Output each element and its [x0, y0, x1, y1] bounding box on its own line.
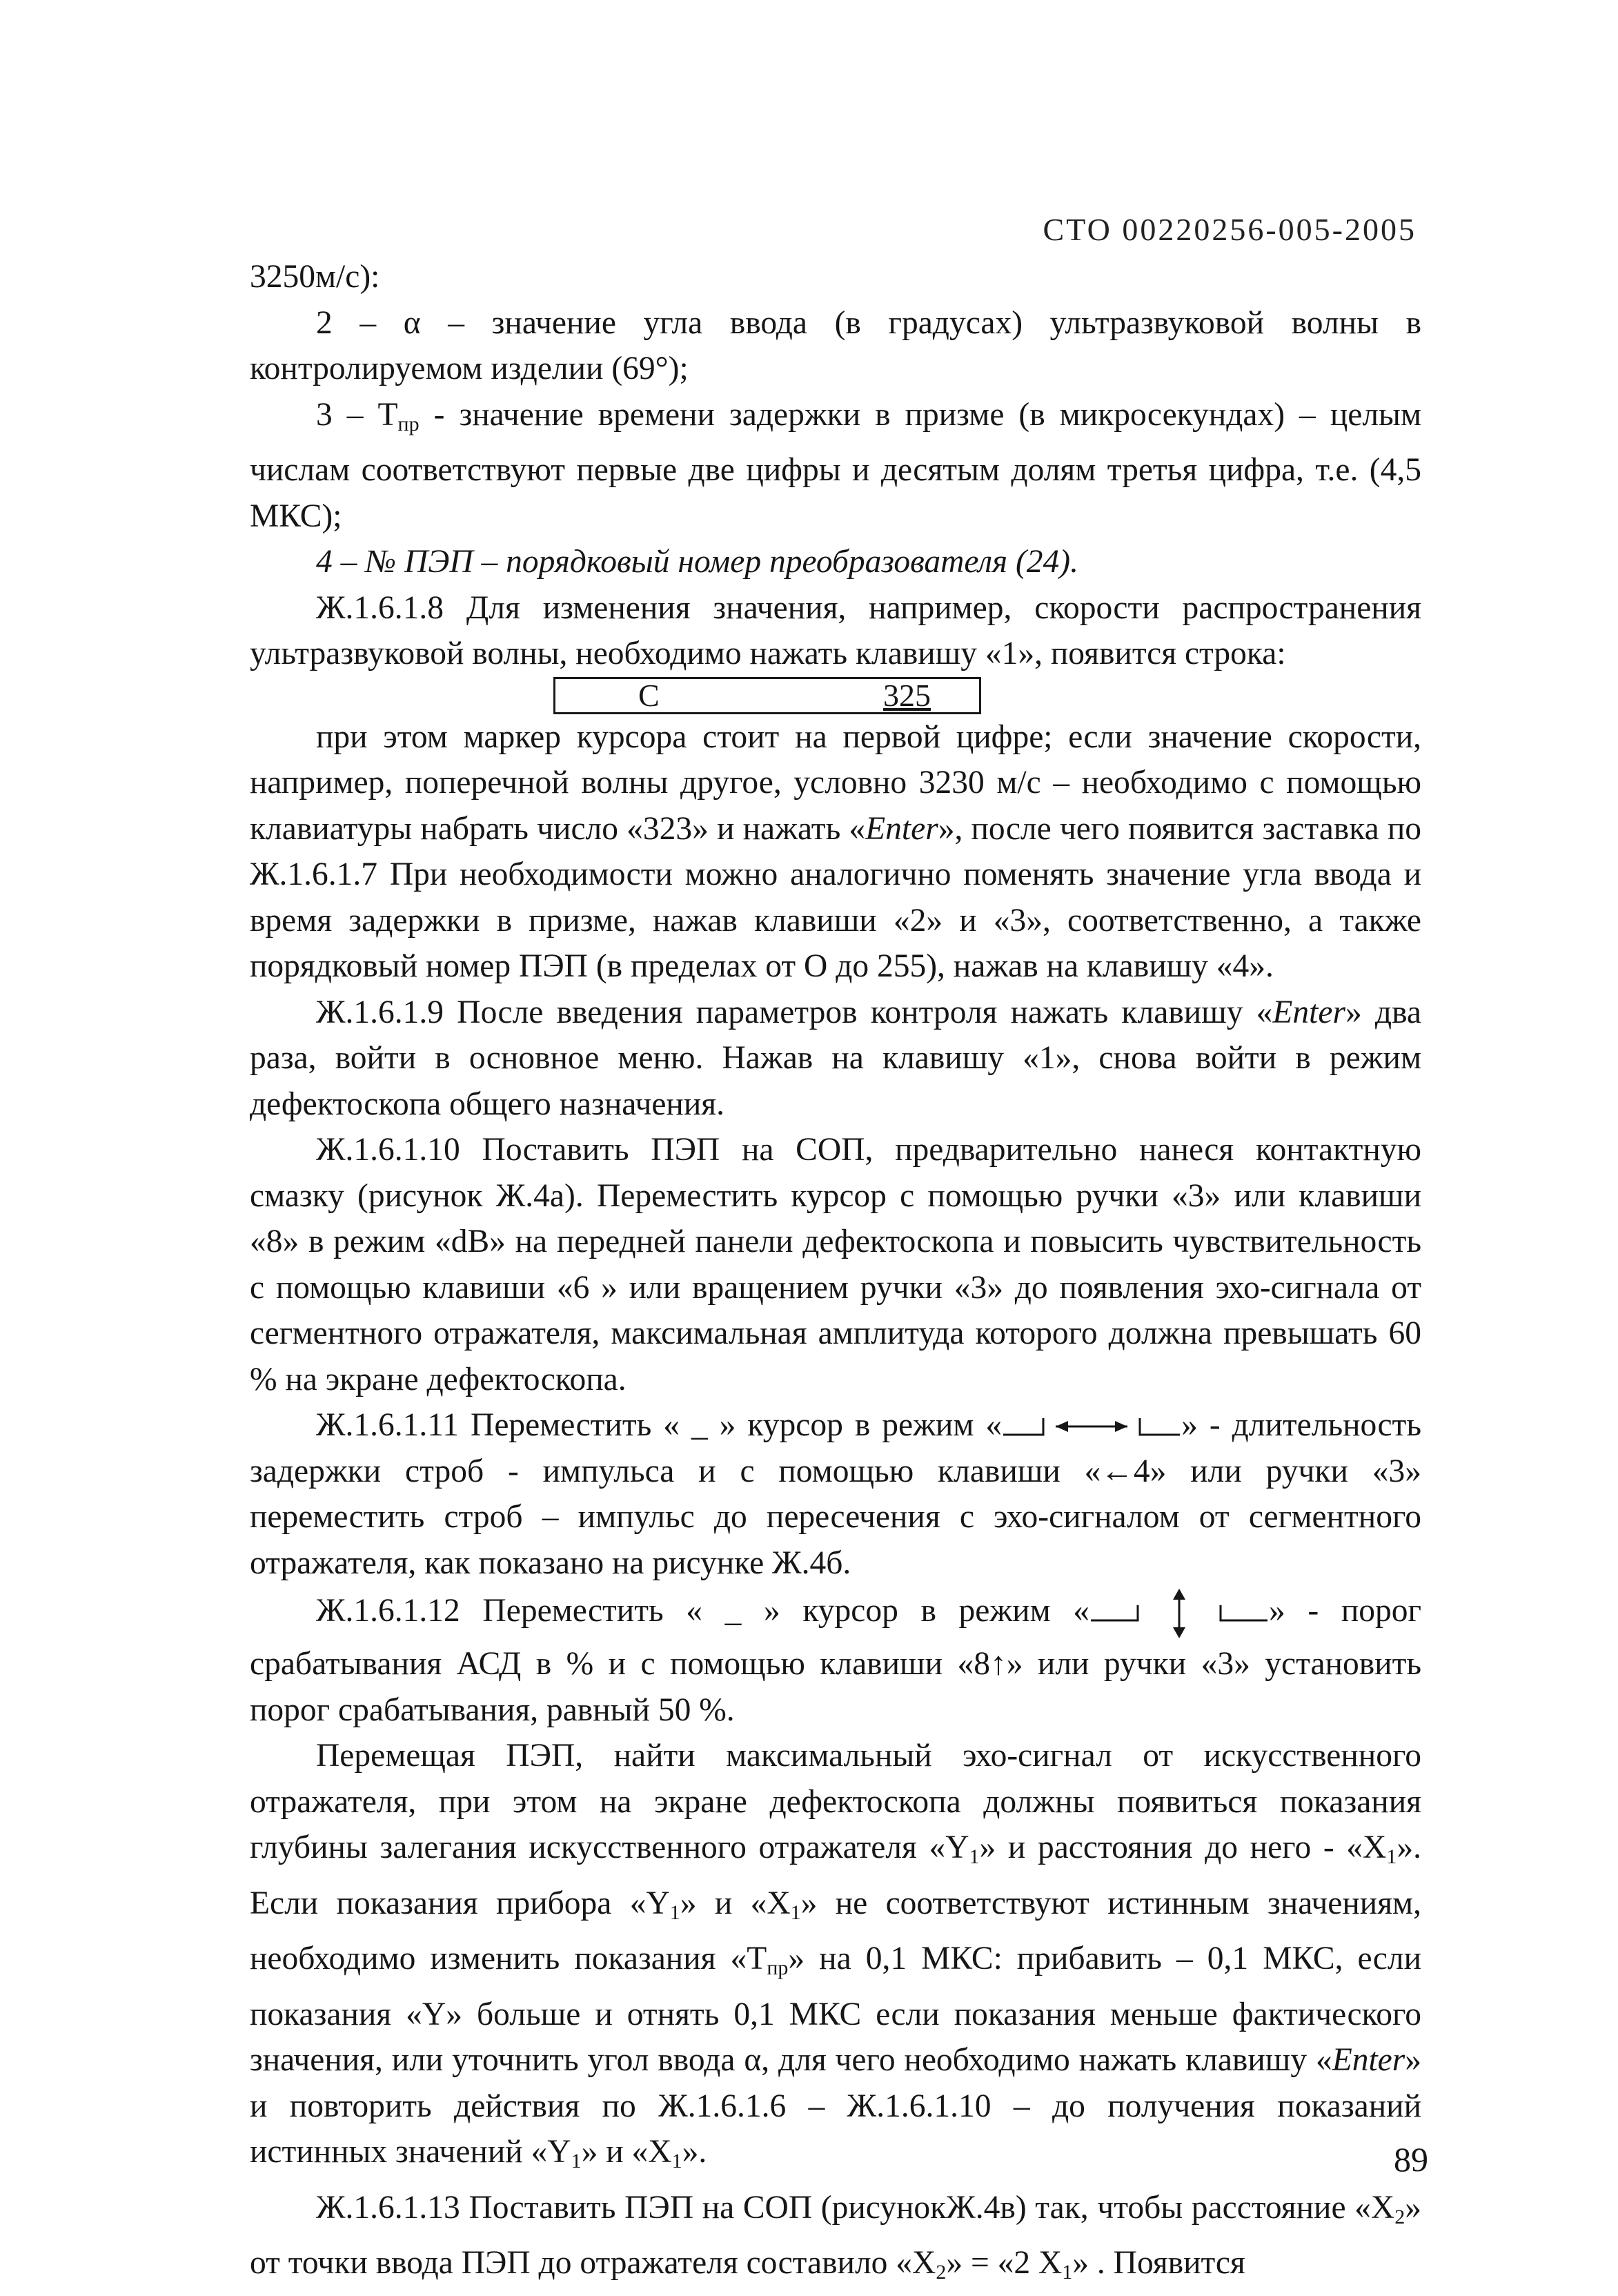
document-code: СТО 00220256-005-2005: [1043, 212, 1417, 247]
paragraph-moving-transducer: Перемещая ПЭП, найти максимальный эхо-сигнал от искусственного отражателя, при этом на экране дефектоскопа должны появиться показания глубины залегания искусственного отражателя «$Y_1$» и расстояния до него - «$X_1$». Если показания прибора «$Y_1$» и «$X_1$» не соответствуют истинным значениям, необходимо изменить показания «$Т_{пр}$» на 0,1 МКС: прибавить – 0,1 МКС, если показания «Y» больше и отнять 0,1 МКС если показания меньше фактического значения, или уточнить угол ввода α, для чего необходимо нажать клавишу «Enter» и повторить действия по Ж.1.6.1.6 – Ж.1.6.1.10 – до получения показаний истинных значений «$Y_1$» и «$X_1$».: [250, 1738, 1421, 2172]
paragraph-1-6-1-13: Ж.1.6.1.13 Поставить ПЭП на СОП (рисунокЖ.4в) так, чтобы расстояние «$X_2$» от точки ввода ПЭП до отражателя составило «$X_2$» = «2 $X_1$» . Появится: [250, 2189, 1421, 2284]
strobe-delay-mode-icon: [1002, 1414, 1181, 1442]
display-box-value: 325: [883, 677, 931, 713]
paragraph-item-2: 2 – α – значение угла ввода (в градусах) ультразвуковой волны в контролируемом изделии (69°);: [250, 304, 1421, 386]
paragraph-speed-end: 3250м/с):: [250, 259, 380, 295]
body-text: [250, 254, 1421, 2296]
threshold-mode-icon: [1089, 1586, 1269, 1641]
paragraph-cursor-marker: при этом маркер курсора стоит на первой цифре; если значение скорости, например, поперечной волны другое, условно 3230 м/с – необходимо с помощью клавиатуры набрать число «323» и нажать «Enter», после чего появится заставка по Ж.1.6.1.7 При необходимости можно аналогично поменять значение угла ввода и время задержки в призме, нажав клавиши «2» и «3», соответственно, а также порядковый номер ПЭП (в пределах от О до 255), нажав на клавишу «4».: [250, 718, 1421, 984]
display-box-letter: С: [638, 677, 660, 713]
paragraph-1-6-1-12: Ж.1.6.1.12 Переместить « _ » курсор в режим « » - порог срабатывания АСД в % и с помощью клавиши «8↑» или ручки «3» установить порог срабатывания, равный 50 %.: [250, 1586, 1421, 1733]
paragraph-item-3: $3 - Т_{пр}$ - значение времени задержки в призме (в микросекундах) – целым числам соответствуют первые две цифры и десятым долям третья цифра, т.е. (4,5 МКС);: [250, 396, 1421, 534]
display-line-box: [553, 677, 981, 714]
paragraph-1-6-1-11: Ж.1.6.1.11 Переместить « _ » курсор в режим « » - длительность задержки строб - импульса и с помощью клавиши «←4» или ручки «3» переместить строб – импульс до пересечения с эхо-сигналом от сегментного отражателя, как показано на рисунке Ж.4б.: [250, 1407, 1421, 1581]
paragraph-1-6-1-8: Ж.1.6.1.8 Для изменения значения, например, скорости распространения ультразвуковой волны, необходимо нажать клавишу «1», появится строка:: [250, 589, 1421, 671]
paragraph-1-6-1-9: Ж.1.6.1.9 После введения параметров контроля нажать клавишу «Enter» два раза, войти в основное меню. Нажав на клавишу «1», снова войти в режим дефектоскопа общего назначения.: [250, 994, 1421, 1122]
paragraph-1-6-1-10: Ж.1.6.1.10 Поставить ПЭП на СОП, предварительно нанеся контактную смазку (рисунок Ж.4а). Переместить курсор с помощью ручки «3» или клавиши «8» в режим «dB» на передней панели дефектоскопа и повысить чувствительность с помощью клавиши «6 » или вращением ручки «3» до появления эхо-сигнала от сегментного отражателя, максимальная амплитуда которого должна превышать 60 % на экране дефектоскопа.: [250, 1132, 1421, 1397]
page-number: 89: [1394, 2140, 1428, 2179]
paragraph-item-4: 4 – № ПЭП – порядковый номер преобразователя (24).: [316, 544, 1079, 580]
